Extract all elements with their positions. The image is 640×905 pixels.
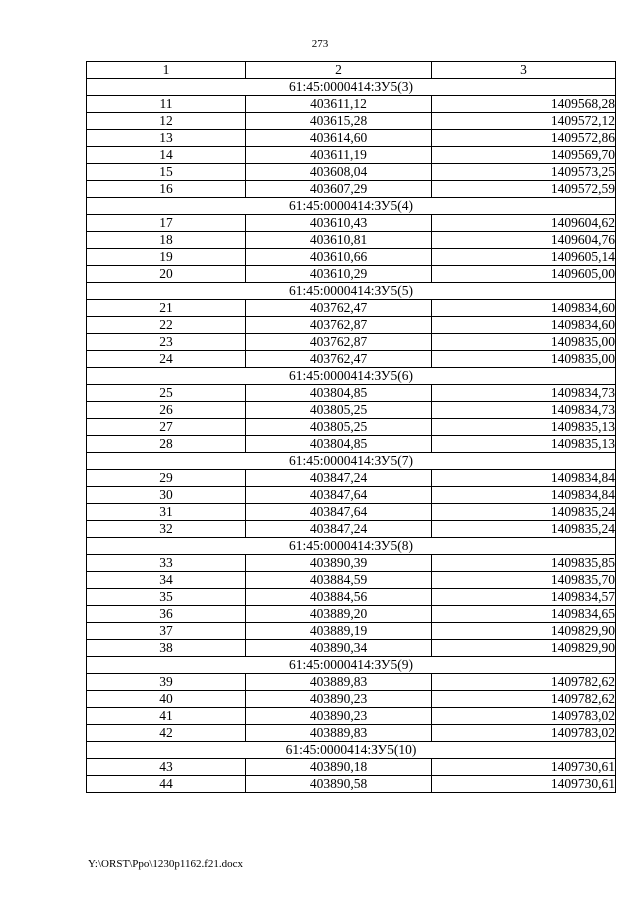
y-coordinate-cell: 1409835,13 [432,419,616,436]
x-coordinate-cell: 403884,56 [246,589,432,606]
x-coordinate-cell: 403762,47 [246,351,432,368]
y-coordinate-cell: 1409835,70 [432,572,616,589]
y-coordinate-cell: 1409730,61 [432,776,616,793]
table-row [87,674,616,691]
table-row [87,385,616,402]
y-coordinate-cell: 1409730,61 [432,759,616,776]
y-coordinate-cell: 1409783,02 [432,725,616,742]
point-number-cell: 17 [87,215,246,232]
x-coordinate-cell: 403762,47 [246,300,432,317]
x-coordinate-cell: 403610,43 [246,215,432,232]
table-row [87,181,616,198]
y-coordinate-cell: 1409834,57 [432,589,616,606]
section-title: 61:45:0000414:ЗУ5(9) [87,657,616,674]
point-number-cell: 31 [87,504,246,521]
x-coordinate-cell: 403608,04 [246,164,432,181]
table-row [87,419,616,436]
x-coordinate-cell: 403610,66 [246,249,432,266]
x-coordinate-cell: 403890,23 [246,708,432,725]
x-coordinate-cell: 403615,28 [246,113,432,130]
point-number-cell: 42 [87,725,246,742]
y-coordinate-cell: 1409834,65 [432,606,616,623]
point-number-cell: 30 [87,487,246,504]
y-coordinate-cell: 1409834,60 [432,317,616,334]
table-row [87,708,616,725]
y-coordinate-cell: 1409835,85 [432,555,616,572]
point-number-cell: 25 [87,385,246,402]
y-coordinate-cell: 1409605,00 [432,266,616,283]
point-number-cell: 22 [87,317,246,334]
table-row [87,589,616,606]
y-coordinate-cell: 1409568,28 [432,96,616,113]
section-header-row [87,79,616,96]
table-row [87,640,616,657]
y-coordinate-cell: 1409572,86 [432,130,616,147]
x-coordinate-cell: 403890,18 [246,759,432,776]
point-number-cell: 33 [87,555,246,572]
y-coordinate-cell: 1409829,90 [432,640,616,657]
table-row [87,776,616,793]
table-row [87,351,616,368]
table-row [87,147,616,164]
point-number-cell: 12 [87,113,246,130]
y-coordinate-cell: 1409782,62 [432,674,616,691]
section-title: 61:45:0000414:ЗУ5(5) [87,283,616,300]
table-row [87,232,616,249]
y-coordinate-cell: 1409835,24 [432,504,616,521]
y-coordinate-cell: 1409604,62 [432,215,616,232]
x-coordinate-cell: 403847,64 [246,487,432,504]
point-number-cell: 11 [87,96,246,113]
x-coordinate-cell: 403610,29 [246,266,432,283]
x-coordinate-cell: 403890,34 [246,640,432,657]
point-number-cell: 37 [87,623,246,640]
x-coordinate-cell: 403847,64 [246,504,432,521]
section-title: 61:45:0000414:ЗУ5(4) [87,198,616,215]
section-header-row [87,453,616,470]
table-row [87,317,616,334]
x-coordinate-cell: 403884,59 [246,572,432,589]
point-number-cell: 43 [87,759,246,776]
page-number: 273 [311,38,329,50]
y-coordinate-cell: 1409835,00 [432,351,616,368]
point-number-cell: 13 [87,130,246,147]
table-row [87,487,616,504]
table-header-row [87,62,616,79]
point-number-cell: 15 [87,164,246,181]
x-coordinate-cell: 403889,20 [246,606,432,623]
coordinates-table [86,61,616,793]
point-number-cell: 28 [87,436,246,453]
y-coordinate-cell: 1409782,62 [432,691,616,708]
table-row [87,300,616,317]
point-number-cell: 14 [87,147,246,164]
point-number-cell: 24 [87,351,246,368]
point-number-cell: 40 [87,691,246,708]
column-header-2: 2 [246,62,432,79]
table-row [87,266,616,283]
x-coordinate-cell: 403847,24 [246,521,432,538]
table-row [87,130,616,147]
section-title: 61:45:0000414:ЗУ5(3) [87,79,616,96]
table-row [87,113,616,130]
section-title: 61:45:0000414:ЗУ5(8) [87,538,616,555]
section-header-row [87,283,616,300]
point-number-cell: 18 [87,232,246,249]
section-header-row [87,538,616,555]
x-coordinate-cell: 403611,12 [246,96,432,113]
table-row [87,521,616,538]
column-header-3: 3 [432,62,616,79]
table-row [87,725,616,742]
point-number-cell: 27 [87,419,246,436]
y-coordinate-cell: 1409835,13 [432,436,616,453]
x-coordinate-cell: 403805,25 [246,419,432,436]
x-coordinate-cell: 403611,19 [246,147,432,164]
table-row [87,249,616,266]
table-row [87,334,616,351]
y-coordinate-cell: 1409783,02 [432,708,616,725]
y-coordinate-cell: 1409834,60 [432,300,616,317]
x-coordinate-cell: 403607,29 [246,181,432,198]
point-number-cell: 20 [87,266,246,283]
x-coordinate-cell: 403889,19 [246,623,432,640]
y-coordinate-cell: 1409572,59 [432,181,616,198]
footer-file-path: Y:\ORST\Ppo\1230p1162.f21.docx [88,858,244,870]
table-row [87,572,616,589]
y-coordinate-cell: 1409834,73 [432,385,616,402]
y-coordinate-cell: 1409604,76 [432,232,616,249]
table-row [87,691,616,708]
x-coordinate-cell: 403890,58 [246,776,432,793]
point-number-cell: 38 [87,640,246,657]
x-coordinate-cell: 403805,25 [246,402,432,419]
point-number-cell: 19 [87,249,246,266]
y-coordinate-cell: 1409834,84 [432,487,616,504]
y-coordinate-cell: 1409829,90 [432,623,616,640]
point-number-cell: 29 [87,470,246,487]
table-row [87,436,616,453]
x-coordinate-cell: 403804,85 [246,436,432,453]
point-number-cell: 16 [87,181,246,198]
point-number-cell: 35 [87,589,246,606]
x-coordinate-cell: 403804,85 [246,385,432,402]
point-number-cell: 32 [87,521,246,538]
section-header-row [87,368,616,385]
y-coordinate-cell: 1409605,14 [432,249,616,266]
table-row [87,96,616,113]
x-coordinate-cell: 403890,23 [246,691,432,708]
table-row [87,164,616,181]
table-row [87,555,616,572]
point-number-cell: 41 [87,708,246,725]
x-coordinate-cell: 403762,87 [246,334,432,351]
section-title: 61:45:0000414:ЗУ5(10) [87,742,616,759]
table-row [87,606,616,623]
point-number-cell: 44 [87,776,246,793]
section-header-row [87,198,616,215]
table-row [87,623,616,640]
x-coordinate-cell: 403610,81 [246,232,432,249]
y-coordinate-cell: 1409834,84 [432,470,616,487]
section-title: 61:45:0000414:ЗУ5(7) [87,453,616,470]
point-number-cell: 21 [87,300,246,317]
x-coordinate-cell: 403890,39 [246,555,432,572]
y-coordinate-cell: 1409835,00 [432,334,616,351]
point-number-cell: 23 [87,334,246,351]
table-row [87,402,616,419]
y-coordinate-cell: 1409572,12 [432,113,616,130]
table-row [87,470,616,487]
x-coordinate-cell: 403889,83 [246,674,432,691]
x-coordinate-cell: 403889,83 [246,725,432,742]
section-header-row [87,742,616,759]
table-body [87,79,616,793]
x-coordinate-cell: 403847,24 [246,470,432,487]
point-number-cell: 39 [87,674,246,691]
table-row [87,504,616,521]
x-coordinate-cell: 403614,60 [246,130,432,147]
y-coordinate-cell: 1409835,24 [432,521,616,538]
section-title: 61:45:0000414:ЗУ5(6) [87,368,616,385]
table-row [87,215,616,232]
point-number-cell: 26 [87,402,246,419]
point-number-cell: 36 [87,606,246,623]
table-row [87,759,616,776]
column-header-1: 1 [87,62,246,79]
y-coordinate-cell: 1409573,25 [432,164,616,181]
point-number-cell: 34 [87,572,246,589]
section-header-row [87,657,616,674]
y-coordinate-cell: 1409569,70 [432,147,616,164]
y-coordinate-cell: 1409834,73 [432,402,616,419]
x-coordinate-cell: 403762,87 [246,317,432,334]
